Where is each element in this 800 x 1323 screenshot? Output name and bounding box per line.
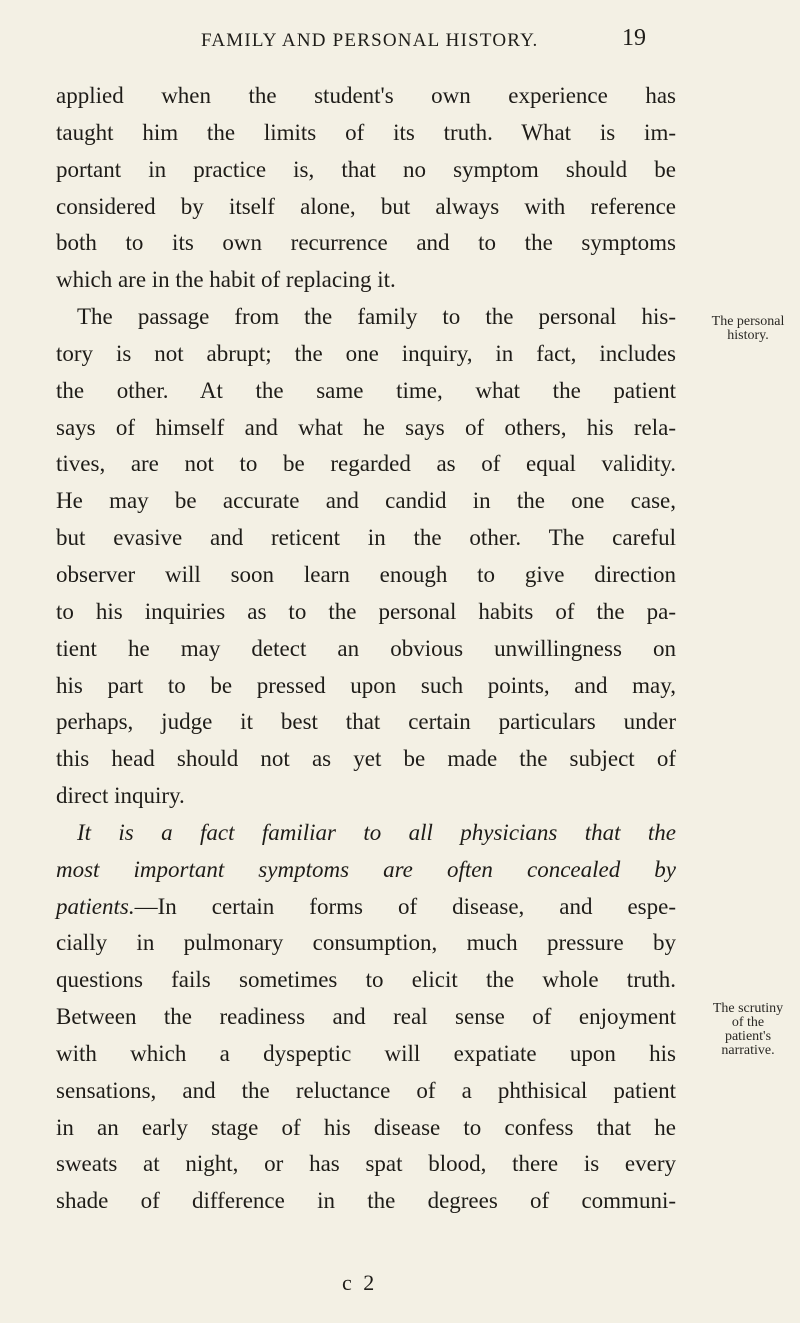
text-line: tory is not abrupt; the one inquiry, in fact, includes [56, 340, 676, 366]
signature-mark: c 2 [342, 1270, 378, 1295]
text-line: sweats at night, or has spat blood, there is every [56, 1151, 676, 1177]
text-line: tives, are not to be regarded as of equal validity. [56, 451, 676, 477]
text-line [56, 889, 676, 926]
text-line: but evasive and reticent in the other. The careful [56, 525, 676, 551]
text-line: his part to be pressed upon such points, and may, [56, 672, 676, 698]
italic-run: patients. [56, 893, 135, 919]
text-line: the other. At the same time, what the patient [56, 377, 676, 403]
marginal-note-scrutiny: The scrutiny of the patient's narrative. [712, 1001, 784, 1058]
text-line: with which a dyspeptic will expatiate upon his [56, 1040, 676, 1066]
text-line: both to its own recurrence and to the symptoms [56, 230, 676, 256]
text-line: Between the readiness and real sense of enjoyment [56, 1004, 676, 1030]
text-line: to his inquiries as to the personal habits of the pa- [56, 598, 676, 624]
text-line: cially in pulmonary consumption, much pressure by [56, 930, 676, 956]
text-line: in an early stage of his disease to confess that he [56, 1114, 676, 1140]
text-line: direct inquiry. [56, 783, 185, 809]
text-line: portant in practice is, that no symptom should be [56, 156, 676, 182]
text-line: sensations, and the reluctance of a phthisical patient [56, 1077, 676, 1103]
marginal-note-personal-history: The personal history. [711, 314, 785, 343]
text-line: says of himself and what he says of others, his rela- [56, 414, 676, 440]
text-line: observer will soon learn enough to give direction [56, 561, 676, 587]
text-line: taught him the limits of its truth. What is im- [56, 119, 676, 145]
text-line: tient he may detect an obvious unwillingness on [56, 635, 676, 661]
text-line: most important symptoms are often concealed by [56, 856, 676, 882]
page-number: 19 [622, 25, 646, 51]
text-line: this head should not as yet be made the subject of [56, 746, 676, 772]
body-text [56, 78, 676, 1220]
text-line: shade of difference in the degrees of communi- [56, 1188, 676, 1214]
text-line: considered by itself alone, but always with reference [56, 193, 676, 219]
running-header [0, 26, 800, 62]
text-line: It is a fact familiar to all physicians that the [77, 819, 676, 845]
text-line: applied when the student's own experience has [56, 83, 676, 108]
running-title: FAMILY AND PERSONAL HISTORY. [201, 30, 539, 51]
roman-run: —In certain forms of disease, and espe- [134, 893, 676, 919]
text-line: He may be accurate and candid in the one case, [56, 488, 676, 514]
text-line: questions fails sometimes to elicit the whole truth. [56, 967, 676, 993]
text-line: perhaps, judge it best that certain particulars under [56, 709, 676, 735]
text-line: The passage from the family to the personal his- [77, 304, 676, 330]
text-line: which are in the habit of replacing it. [56, 267, 396, 293]
